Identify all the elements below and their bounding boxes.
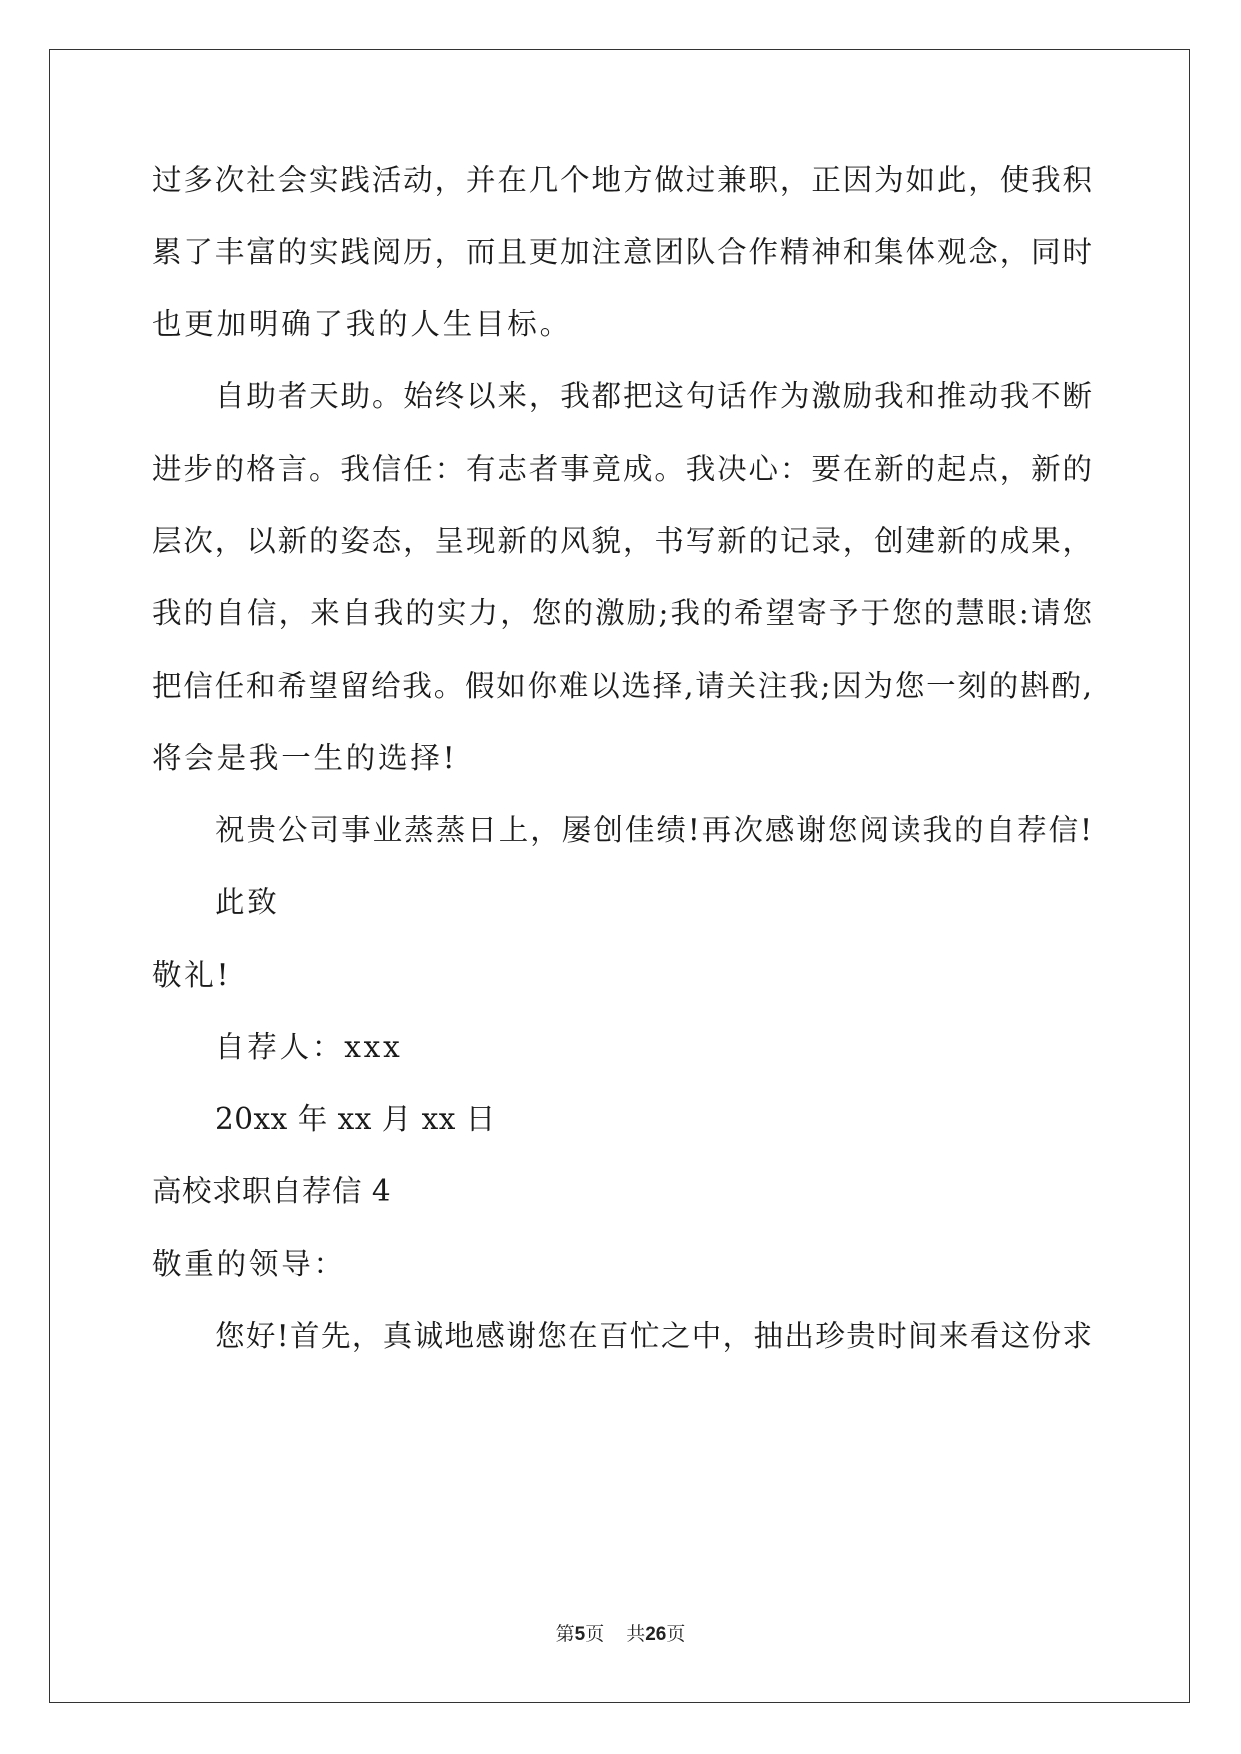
closing-wish: 祝贵公司事业蒸蒸日上，屡创佳绩!再次感谢您阅读我的自荐信!: [215, 813, 1092, 847]
text-line: 层次，以新的姿态，呈现新的风貌，书写新的记录，创建新的成果，: [152, 524, 1092, 558]
section-heading: 高校求职自荐信 4: [152, 1174, 392, 1208]
text-line: 我的自信，来自我的实力，您的激励;我的希望寄予于您的慧眼:请您: [152, 596, 1092, 630]
text-line: 进步的格言。我信任：有志者事竟成。我决心：要在新的起点，新的: [152, 452, 1092, 486]
text-line: 您好!首先，真诚地感谢您在百忙之中，抽出珍贵时间来看这份求: [215, 1319, 1092, 1353]
page-footer: [0, 1622, 1241, 1647]
date-line: 20xx 年 xx 月 xx 日: [215, 1102, 496, 1136]
footer-prefix: 第: [555, 1623, 575, 1645]
text-line: 也更加明确了我的人生目标。: [152, 307, 572, 341]
signature: 自荐人：xxx: [215, 1030, 403, 1064]
salutation-close: 此致: [215, 885, 280, 919]
text-line: 自助者天助。始终以来，我都把这句话作为激励我和推动我不断: [215, 379, 1092, 413]
footer-total-prefix: 共: [626, 1623, 646, 1645]
page-number: 5: [574, 1624, 586, 1645]
footer-total-suffix: 页: [666, 1623, 686, 1645]
total-pages: 26: [645, 1624, 667, 1645]
text-line: 把信任和希望留给我。假如你难以选择,请关注我;因为您一刻的斟酌,: [152, 669, 1092, 703]
text-line: 过多次社会实践活动，并在几个地方做过兼职，正因为如此，使我积: [152, 163, 1092, 197]
footer-page-suffix: 页: [585, 1623, 605, 1645]
text-line: 将会是我一生的选择!: [152, 741, 458, 775]
salutation-respect: 敬礼!: [152, 958, 232, 992]
text-line: 累了丰富的实践阅历，而且更加注意团队合作精神和集体观念，同时: [152, 235, 1092, 269]
page-border: [49, 49, 1190, 1703]
greeting: 敬重的领导：: [152, 1247, 346, 1281]
